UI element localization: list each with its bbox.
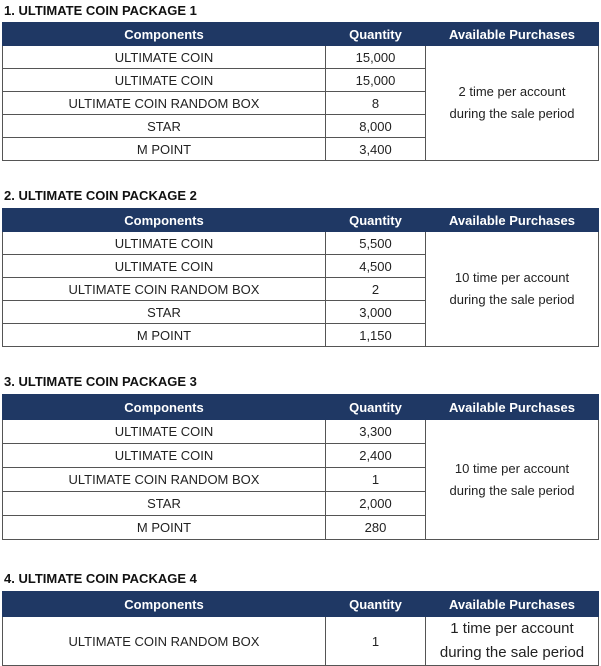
available-line-1: 2 time per account xyxy=(458,84,566,99)
quantity-cell: 1 xyxy=(326,468,426,492)
component-cell: ULTIMATE COIN RANDOM BOX xyxy=(3,278,326,301)
components-header: Components xyxy=(3,23,326,46)
table-row xyxy=(3,232,599,255)
table-header-row xyxy=(3,209,599,232)
available-header: Available Purchases xyxy=(426,209,599,232)
quantity-cell: 3,300 xyxy=(326,420,426,444)
quantity-cell: 1,150 xyxy=(326,324,426,347)
table-header-row xyxy=(3,395,599,420)
quantity-cell: 3,000 xyxy=(326,301,426,324)
package-4-title: 4. ULTIMATE COIN PACKAGE 4 xyxy=(4,571,197,586)
available-line-2: during the sale period xyxy=(439,644,585,661)
available-header: Available Purchases xyxy=(426,23,599,46)
quantity-cell: 15,000 xyxy=(326,69,426,92)
available-header: Available Purchases xyxy=(426,395,599,420)
package-1-title: 1. ULTIMATE COIN PACKAGE 1 xyxy=(4,3,197,18)
component-cell: ULTIMATE COIN xyxy=(3,232,326,255)
component-cell: STAR xyxy=(3,115,326,138)
quantity-cell: 5,500 xyxy=(326,232,426,255)
quantity-header: Quantity xyxy=(326,592,426,617)
component-cell: ULTIMATE COIN RANDOM BOX xyxy=(3,468,326,492)
quantity-cell: 2,000 xyxy=(326,492,426,516)
quantity-cell: 2,400 xyxy=(326,444,426,468)
quantity-cell: 8,000 xyxy=(326,115,426,138)
component-cell: M POINT xyxy=(3,138,326,161)
quantity-cell: 8 xyxy=(326,92,426,115)
component-cell: ULTIMATE COIN xyxy=(3,46,326,69)
components-header: Components xyxy=(3,209,326,232)
available-cell xyxy=(426,617,599,666)
table-row xyxy=(3,617,599,666)
available-cell xyxy=(426,232,599,347)
table-header-row xyxy=(3,23,599,46)
quantity-cell: 280 xyxy=(326,516,426,540)
package-4-table xyxy=(2,591,599,666)
component-cell: ULTIMATE COIN xyxy=(3,420,326,444)
package-3-table xyxy=(2,394,599,540)
package-2-title: 2. ULTIMATE COIN PACKAGE 2 xyxy=(4,188,197,203)
component-cell: ULTIMATE COIN RANDOM BOX xyxy=(3,617,326,666)
quantity-cell: 3,400 xyxy=(326,138,426,161)
available-line-2: during the sale period xyxy=(449,106,575,121)
component-cell: STAR xyxy=(3,492,326,516)
quantity-cell: 1 xyxy=(326,617,426,666)
available-line-2: during the sale period xyxy=(449,292,575,307)
available-line-1: 10 time per account xyxy=(454,460,570,476)
component-cell: ULTIMATE COIN xyxy=(3,255,326,278)
quantity-cell: 4,500 xyxy=(326,255,426,278)
components-header: Components xyxy=(3,395,326,420)
package-1-table xyxy=(2,22,599,161)
component-cell: M POINT xyxy=(3,516,326,540)
available-line-1: 1 time per account xyxy=(450,620,574,637)
package-3-title: 3. ULTIMATE COIN PACKAGE 3 xyxy=(4,374,197,389)
component-cell: M POINT xyxy=(3,324,326,347)
available-header: Available Purchases xyxy=(426,592,599,617)
table-row xyxy=(3,46,599,69)
quantity-header: Quantity xyxy=(326,23,426,46)
available-line-1: 10 time per account xyxy=(454,270,570,285)
table-row xyxy=(3,420,599,444)
component-cell: ULTIMATE COIN xyxy=(3,444,326,468)
component-cell: ULTIMATE COIN xyxy=(3,69,326,92)
quantity-cell: 15,000 xyxy=(326,46,426,69)
available-cell xyxy=(426,46,599,161)
component-cell: ULTIMATE COIN RANDOM BOX xyxy=(3,92,326,115)
package-2-table xyxy=(2,208,599,347)
table-header-row xyxy=(3,592,599,617)
component-cell: STAR xyxy=(3,301,326,324)
components-header: Components xyxy=(3,592,326,617)
quantity-header: Quantity xyxy=(326,209,426,232)
available-cell xyxy=(426,420,599,540)
quantity-header: Quantity xyxy=(326,395,426,420)
available-line-2: during the sale period xyxy=(449,482,575,498)
quantity-cell: 2 xyxy=(326,278,426,301)
